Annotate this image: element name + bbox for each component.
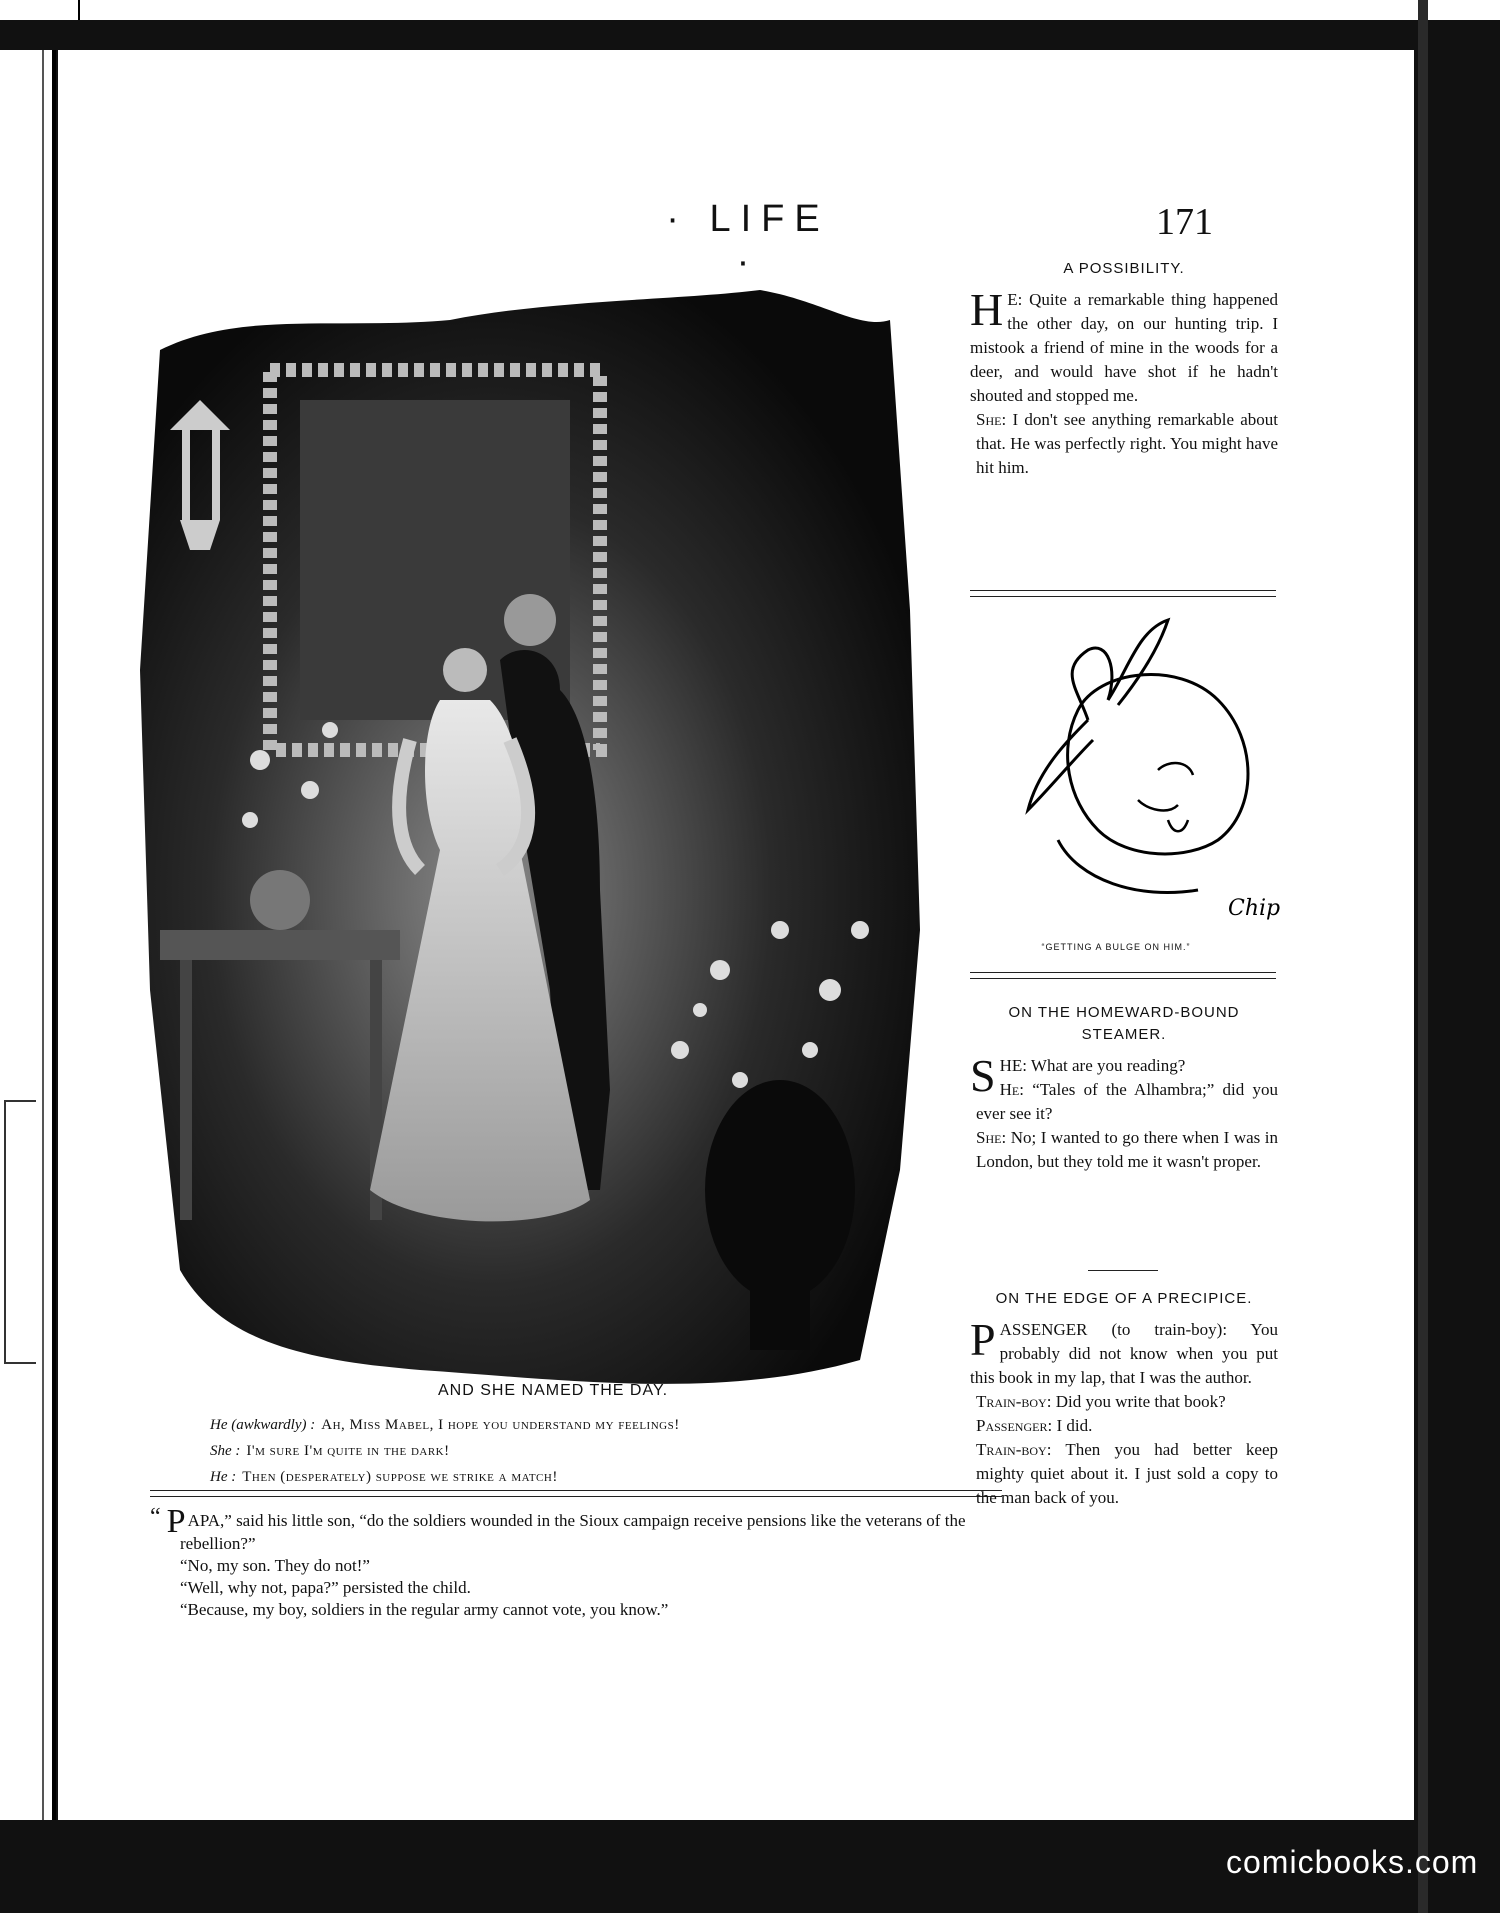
illustration-parlor-scene [120, 290, 986, 1407]
she-paragraph [970, 1050, 1278, 1101]
scan-top-margin [0, 0, 1500, 20]
bonnet-tail [1028, 720, 1093, 810]
precipice-section [970, 1288, 1278, 1510]
paragraph-text: “Tales of the Alhambra;” did you ever see it? [976, 1080, 1279, 1123]
section-heading: ON THE HOMEWARD-BOUND STEAMER. [1008, 1004, 1240, 1043]
dialogue-text: Ah, Miss Mabel, I hope you understand my feelings! [321, 1417, 680, 1433]
drop-cap: S [970, 1050, 996, 1101]
steamer-section [970, 1002, 1278, 1174]
paragraph-text: No; I wanted to go there when I was in London, but they told me it wasn't proper. [976, 1128, 1278, 1171]
dialogue-text: I'm sure I'm quite in the dark! [246, 1443, 450, 1459]
drop-cap: P [166, 1503, 186, 1540]
she-paragraph [970, 1126, 1278, 1174]
artist-signature: Chip [1228, 896, 1281, 921]
joke-line: “Well, why not, papa?” persisted the child. [180, 1578, 471, 1597]
speaker-label: She: [976, 410, 1007, 429]
right-page-edge [1418, 0, 1428, 1913]
section-rule [970, 972, 1276, 979]
gutter-line [42, 50, 44, 1820]
joke-line: “Because, my boy, soldiers in the regular army cannot vote, you know.” [180, 1600, 669, 1619]
dialogue-speaker: She : [210, 1443, 241, 1459]
speaker-label: She: [976, 1128, 1007, 1147]
dialogue-text: Then (desperately) suppose we strike a match! [242, 1469, 558, 1485]
speaker-label: Train-boy: [976, 1440, 1052, 1459]
baby-face-lines [1138, 763, 1193, 831]
page-number: 171 [1156, 201, 1213, 243]
trainboy-paragraph [970, 1438, 1278, 1510]
sioux-campaign-joke [150, 1503, 1000, 1621]
joke-text: APA,” said his little son, “do the soldiers wounded in the Sioux campaign receive pensions like the veterans of the rebellion?” [180, 1511, 966, 1553]
paragraph-text: ASSENGER (to train-boy): You probably did not know when you put this book in my lap, that I was the author. [970, 1320, 1278, 1387]
drop-cap: P [970, 1314, 996, 1365]
dialogue-line [210, 1464, 970, 1490]
trainboy-paragraph [970, 1390, 1278, 1414]
speaker-label: Train-boy: [976, 1392, 1052, 1411]
passenger-paragraph [970, 1314, 1278, 1390]
paragraph-text: HE: What are you reading? [999, 1056, 1186, 1075]
section-rule [1088, 1270, 1158, 1271]
baby-head-outline [1068, 675, 1248, 854]
he-paragraph [970, 1078, 1278, 1126]
paragraph-text: Did you write that book? [1055, 1392, 1226, 1411]
vase-left [250, 870, 310, 930]
dialogue-speaker: He : [210, 1469, 237, 1485]
section-rule [150, 1490, 1002, 1497]
masthead: · LIFE · [666, 198, 830, 283]
paragraph-text: I did. [1056, 1416, 1093, 1435]
dialogue-speaker: He (awkwardly) : [210, 1417, 316, 1433]
previous-page-drawing-fragment [4, 1100, 36, 1364]
woman-head [443, 648, 487, 692]
section-heading: ON THE EDGE OF A PRECIPICE. [995, 1290, 1253, 1307]
cartoon-caption: “GETTING A BULGE ON HIM.” [1041, 942, 1191, 952]
baby-cartoon [1018, 610, 1288, 930]
section-heading: A POSSIBILITY. [1063, 260, 1185, 277]
bonnet-bow [1072, 620, 1168, 720]
magazine-page [58, 50, 1414, 1820]
dialogue-line [210, 1412, 970, 1438]
site-watermark: comicbooks.com [1226, 1844, 1479, 1880]
he-paragraph [970, 284, 1278, 408]
vase-right [705, 1080, 855, 1300]
scan-notch [78, 0, 80, 20]
joke-first-line [150, 1503, 1000, 1555]
she-paragraph [970, 408, 1278, 480]
previous-page-edge [0, 50, 56, 1820]
illustration-dialogue [210, 1412, 970, 1490]
section-rule [970, 590, 1276, 597]
possibility-section [970, 258, 1278, 480]
paragraph-text: E: Quite a remarkable thing happened the other day, on our hunting trip. I mistook a friend of mine in the woods for a deer, and would have shot if he hadn't shouted and stopped me. [970, 290, 1278, 405]
joke-line: “No, my son. They do not!” [180, 1556, 370, 1575]
paragraph-text: Then you had better keep mighty quiet about it. I just sold a copy to the man back of you. [976, 1440, 1278, 1507]
illustration-title: AND SHE NAMED THE DAY. [437, 1382, 669, 1399]
speaker-label: Passenger: [976, 1416, 1053, 1435]
paragraph-text: I don't see anything remarkable about that. He was perfectly right. You might have hit him. [976, 410, 1278, 477]
speaker-label: He: [999, 1080, 1024, 1099]
drop-cap: H [970, 284, 1004, 335]
dialogue-line [210, 1438, 970, 1464]
passenger-paragraph [970, 1414, 1278, 1438]
side-table [160, 930, 400, 960]
open-quote: “ [150, 1504, 161, 1530]
